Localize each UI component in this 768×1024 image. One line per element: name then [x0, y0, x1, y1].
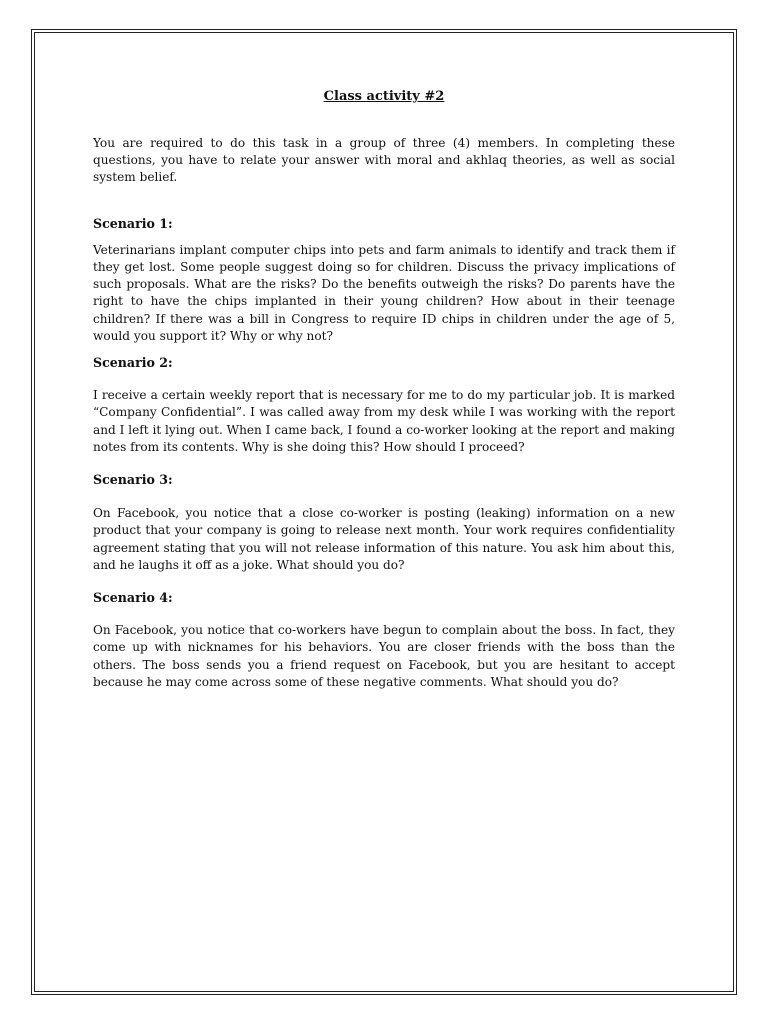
scenario-4-text: On Facebook, you notice that co-workers have begun to complain about the boss. In fact, they come up with nicknames for his behaviors. You are closer friends with the boss than the others. The boss sends you a friend request on Facebook, but you are hesitant to accept because he may come across some of these negative comments. What should you do? [93, 623, 675, 689]
scenario-3-heading: Scenario 3: [93, 472, 173, 488]
intro-paragraph: You are required to do this task in a group of three (4) members. In completing these questions, you have to relate your answer with moral and akhlaq theories, as well as social system belief. [93, 136, 675, 185]
scenario-4-heading: Scenario 4: [93, 590, 173, 606]
scenario-1-heading: Scenario 1: [93, 215, 173, 231]
document-body [93, 85, 675, 691]
document-title: Class activity #2 [323, 89, 445, 104]
scenario-1-text: Veterinarians implant computer chips into pets and farm animals to identify and track them if they get lost. Some people suggest doing so for children. Discuss the privacy implications of such proposals. What are the risks? Do the benefits outweigh the risks? Do parents have the right to have the chips implanted in their young children? How about in their teenage children? If there was a bill in Congress to require ID chips in children under the age of 5, would you support it? Why or why not? [93, 242, 675, 343]
scenario-2-text: I receive a certain weekly report that is necessary for me to do my particular job. It is marked “Company Confidential”. I was called away from my desk while I was working with the report and I left it lying out. When I came back, I found a co-worker looking at the report and making notes from its contents. Why is she doing this? How should I proceed? [93, 388, 675, 454]
scenario-2-heading: Scenario 2: [93, 355, 173, 371]
scenario-3-text: On Facebook, you notice that a close co-worker is posting (leaking) information on a new product that your company is going to release next month. Your work requires confidentiality agreement stating that you will not release information of this nature. You ask him about this, and he laughs it off as a joke. What should you do? [93, 506, 675, 572]
